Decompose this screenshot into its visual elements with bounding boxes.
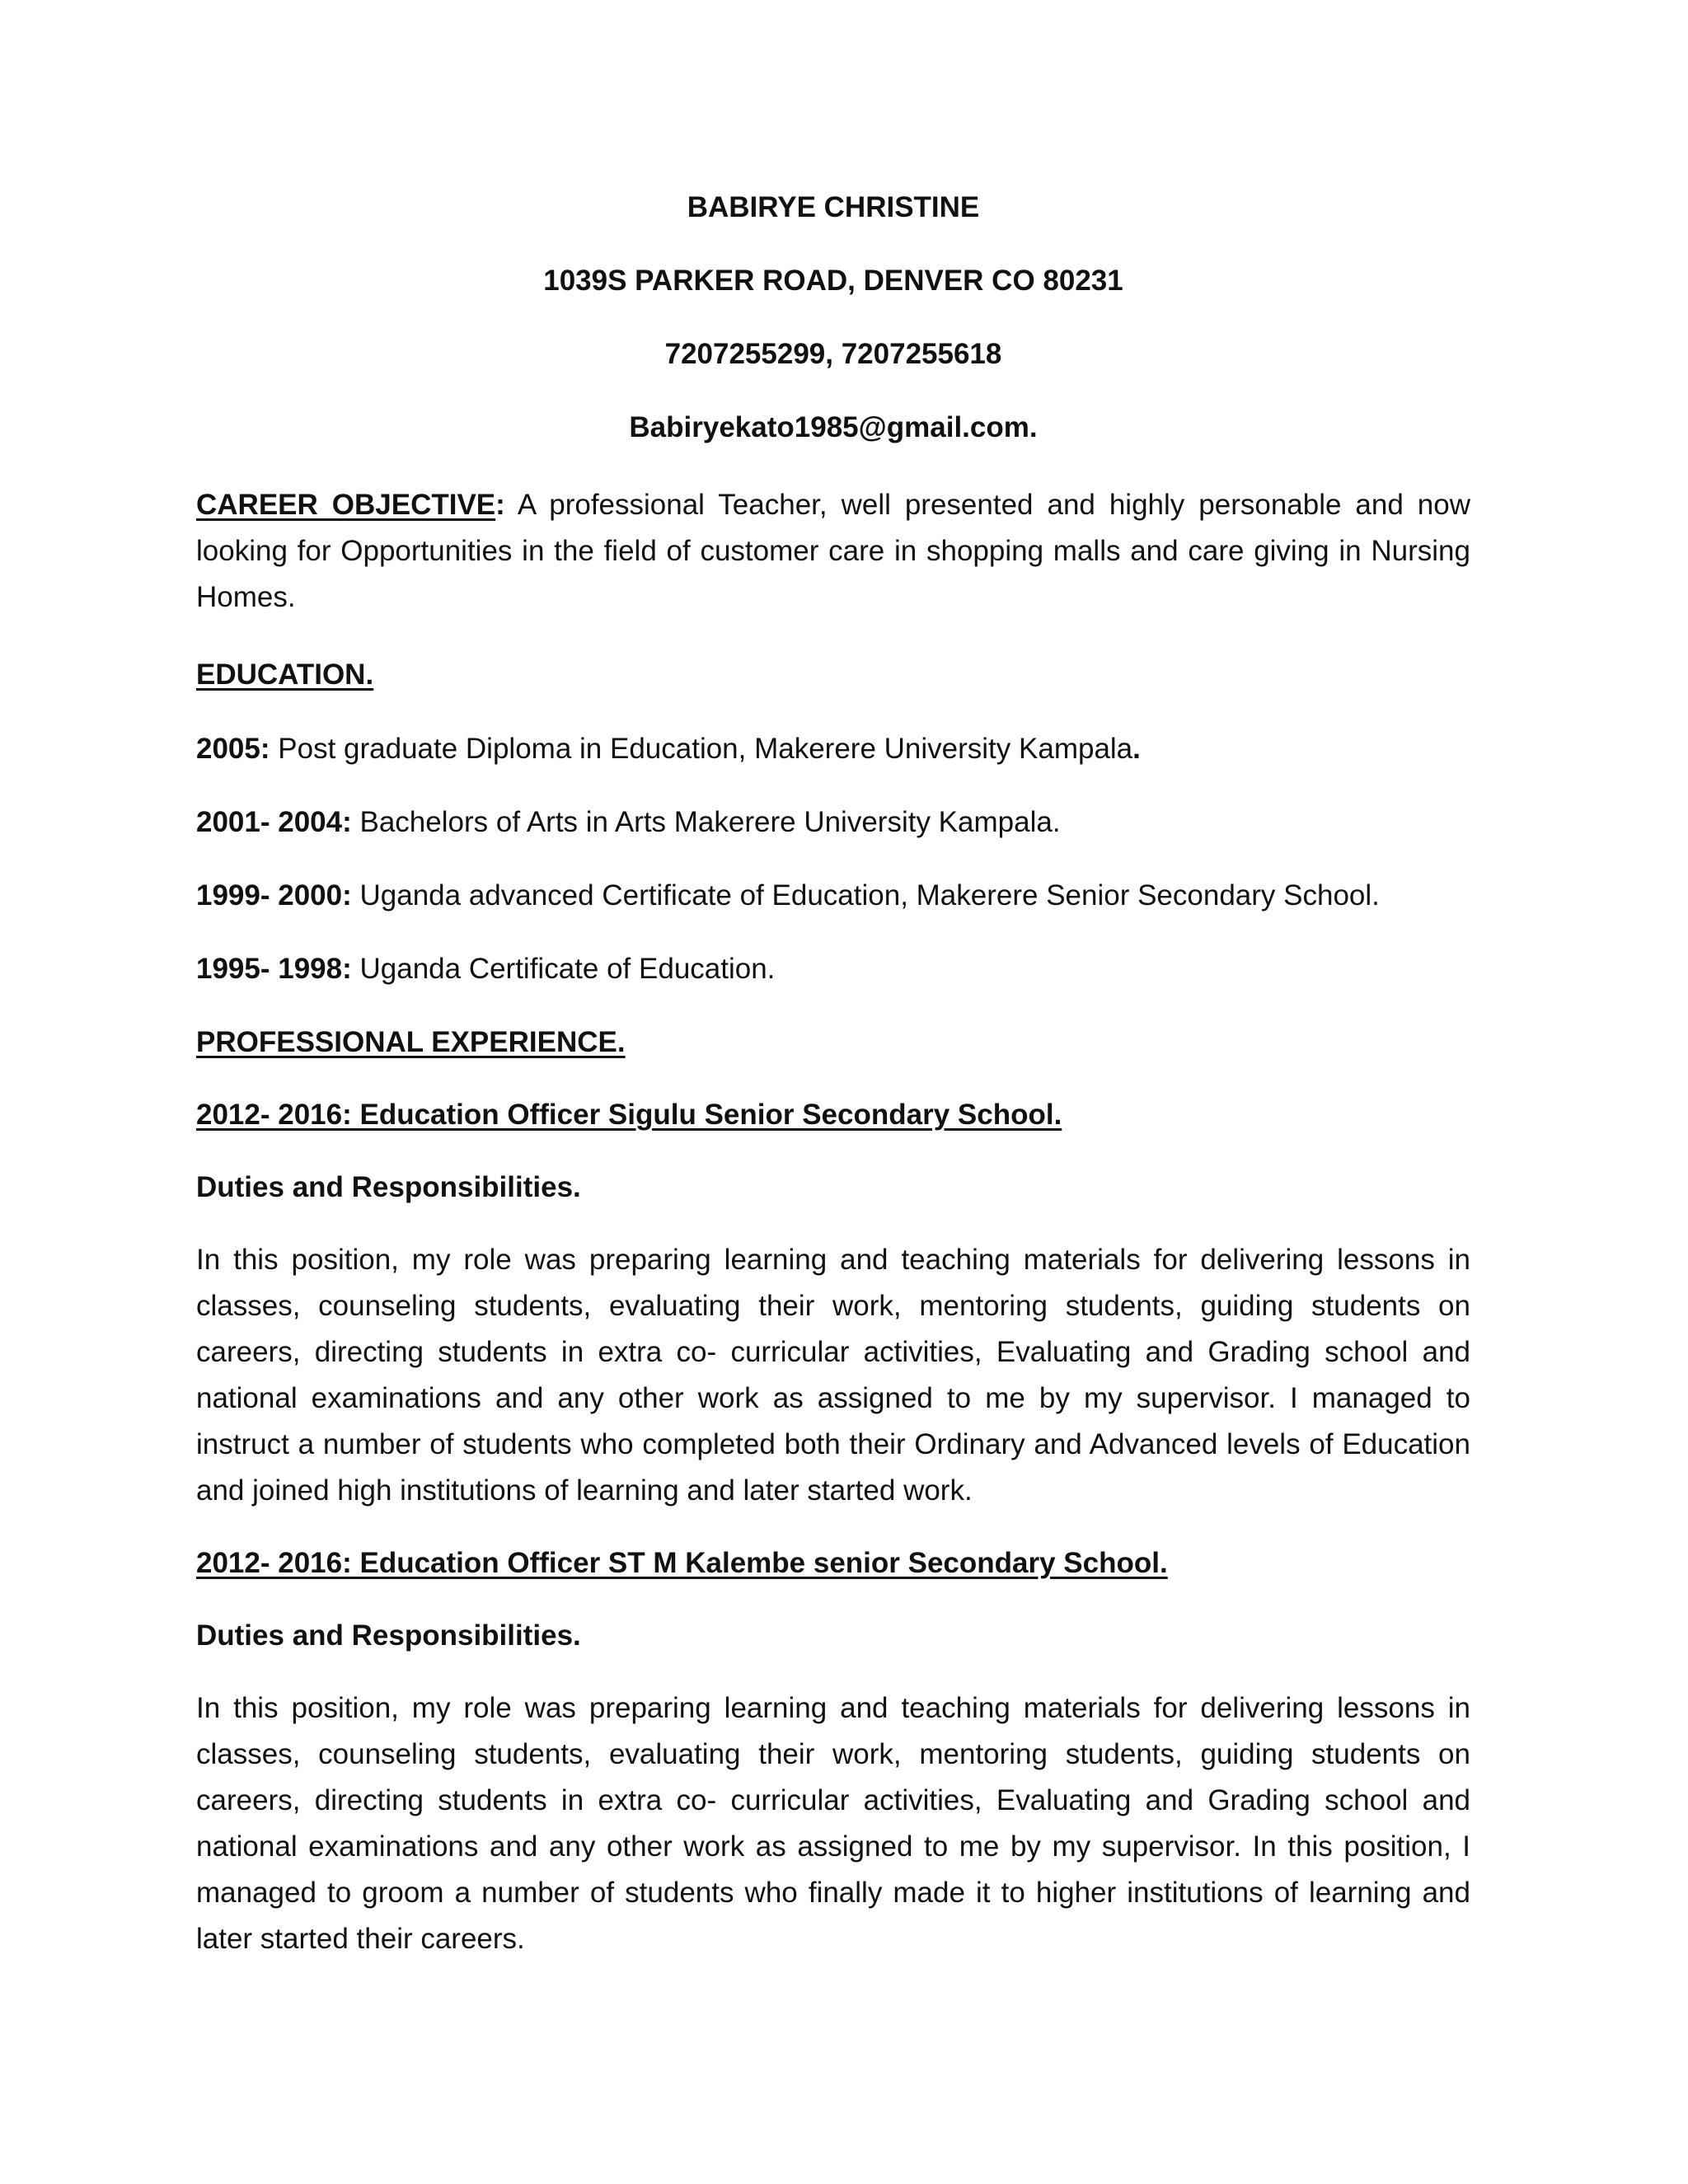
career-objective xyxy=(196,482,1470,621)
applicant-email: Babiryekato1985@gmail.com. xyxy=(629,411,1038,443)
career-objective-label: CAREER OBJECTIVE xyxy=(196,489,496,521)
duties-label: Duties and Responsibilities. xyxy=(196,1171,581,1203)
job-description: In this position, my role was preparing learning and teaching materials for delivering lessons in classes, counseling students, evaluating their work, mentoring students, guiding students on careers, directing students in extra co- curricular activities, Evaluating and Grading school and national examinations and any other work as assigned to me by my supervisor. In this position, I managed to groom a number of students who finally made it to higher institutions of learning and later started their careers. xyxy=(196,1692,1470,1955)
education-text: Uganda Certificate of Education. xyxy=(351,953,776,985)
job-title: 2012- 2016: Education Officer ST M Kalembe senior Secondary School. xyxy=(196,1547,1168,1579)
education-text: Post graduate Diploma in Education, Makerere University Kampala xyxy=(270,733,1133,765)
education-entry xyxy=(196,799,1470,846)
education-years: 2005: xyxy=(196,733,270,765)
experience-heading: PROFESSIONAL EXPERIENCE. xyxy=(196,1026,626,1058)
education-years: 1999- 2000: xyxy=(196,879,352,912)
resume-page xyxy=(196,190,1470,1989)
career-objective-colon: : xyxy=(495,489,505,521)
education-entry xyxy=(196,946,1470,992)
applicant-name: BABIRYE CHRISTINE xyxy=(687,191,980,223)
education-heading: EDUCATION. xyxy=(196,658,374,691)
education-text: Uganda advanced Certificate of Education, Makerere Senior Secondary School. xyxy=(351,879,1380,912)
career-objective-text: A professional Teacher, well presented and highly personable and now looking for Opportunities in the field of customer care in shopping malls and care giving in Nursing Homes. xyxy=(196,489,1470,613)
education-years: 1995- 1998: xyxy=(196,953,352,985)
education-text: Bachelors of Arts in Arts Makerere University Kampala. xyxy=(351,806,1061,838)
education-years: 2001- 2004: xyxy=(196,806,352,838)
duties-label: Duties and Responsibilities. xyxy=(196,1619,581,1652)
education-tail: . xyxy=(1132,733,1141,765)
applicant-address: 1039S PARKER ROAD, DENVER CO 80231 xyxy=(543,265,1123,297)
education-entry xyxy=(196,873,1470,919)
education-entry xyxy=(196,726,1470,772)
job-description: In this position, my role was preparing learning and teaching materials for delivering lessons in classes, counseling students, evaluating their work, mentoring students, guiding students on careers, directing students in extra co- curricular activities, Evaluating and Grading school and national examinations and any other work as assigned to me by my supervisor. I managed to instruct a number of students who completed both their Ordinary and Advanced levels of Education and joined high institutions of learning and later started work. xyxy=(196,1244,1470,1507)
job-title: 2012- 2016: Education Officer Sigulu Senior Secondary School. xyxy=(196,1099,1062,1131)
applicant-phones: 7207255299, 7207255618 xyxy=(664,338,1002,370)
